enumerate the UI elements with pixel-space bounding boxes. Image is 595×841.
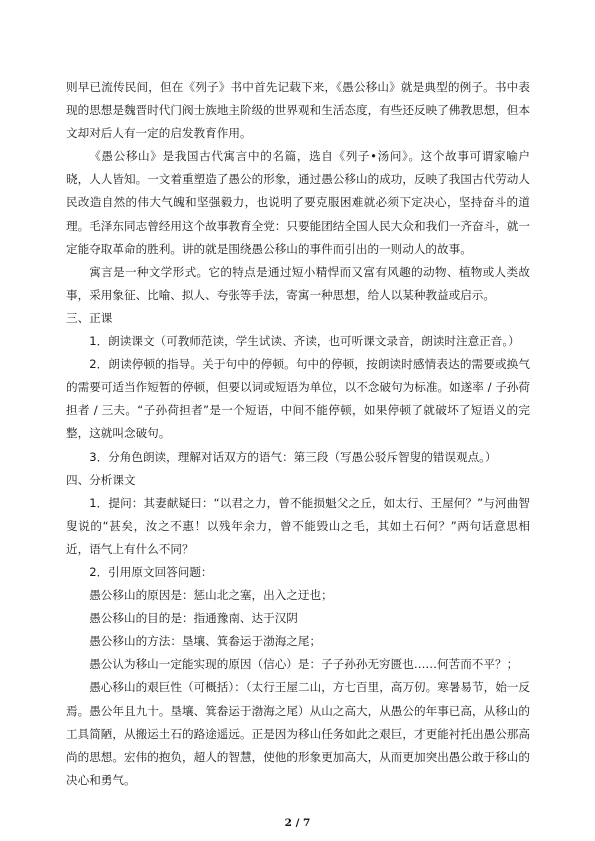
paragraph-fable-definition: 寓言是一种文学形式。它的特点是通过短小精悍而又富有风趣的动物、植物或人类故事，采用象征、比喻、拟人、夸张等手法，寄寓一种思想，给人以某种教益或启示。 (66, 264, 530, 302)
paragraph-continuation: 则早已流传民间，但在《列子》书中首先记载下来，《愚公移山》就是典型的例子。书中表现的思想是魏晋时代门阀士族地主阶级的世界观和生活态度，有些还反映了佛教思想，但本文却对后人有一定的启发教育作用。 (66, 80, 530, 141)
list-item-quote-answers: 2．引用原文回答问题： (89, 564, 213, 579)
section-heading-lesson: 三、正课 (66, 310, 113, 325)
paragraph-intro: 《愚公移山》是我国古代寓言中的名篇，选自《列子•汤问》。这个故事可谓家喻户晓，人人皆知。一文着重塑造了愚公的形象，通过愚公移山的成功，反映了我国古代劳动人民改造自然的伟大气魄和坚强毅力，也说明了要克服困难就必须下定决心，坚持奋斗的道理。毛泽东同志曾经用这个故事教育全党：只要能团结全国人民大众和我们一齐奋斗，就一定能夺取革命的胜利。讲的就是围绕愚公移山的事件而引出的一则动人的故事。 (66, 149, 530, 256)
list-item-role-reading: 3．分角色朗读，理解对话双方的语气：第三段（写愚公驳斥智叟的错误观点。） (89, 449, 497, 464)
answer-method: 愚公移山的方法：垦壤、箕畚运于渤海之尾； (89, 634, 322, 649)
page-number: 2 / 7 (284, 817, 311, 829)
document-body (66, 76, 530, 792)
list-item-reading: 1．朗读课文（可教师范读，学生试读、齐读，也可听课文录音，朗读时注意正音。） (89, 334, 520, 349)
answer-confidence: 愚公认为移山一定能实现的原因（信心）是：子子孙孙无穷匮也……何苦而不平？； (89, 657, 519, 672)
list-item-pause-guidance: 2．朗读停顿的指导。关于句中的停顿。句中的停顿，按朗读时感情表达的需要或换气的需要可适当作短暂的停顿，但要以词或短语为单位，以不念破句为标准。如遂率 / 子孙荷担者 / 三夫。“子孙荷担者”是一个短语，中间不能停顿，如果停顿了就破坏了短语义的完整，这就叫念破句。 (66, 357, 530, 441)
list-item-question: 1．提问：其妻献疑曰：“以君之力，曾不能损魁父之丘，如太行、王屋何？”与河曲智叟说的“甚矣，汝之不惠！以残年余力，曾不能毁山之毛，其如土石何？”两句话意思相近，语气上有什么不同？ (66, 495, 530, 556)
answer-purpose: 愚公移山的目的是：指通豫南、达于汉阴 (89, 611, 298, 626)
answer-difficulty: 愚心移山的艰巨性（可概括）：（太行王屋二山，方七百里，高万仞。寒暑易节，始一反焉。愚公年且九十。垦壤、箕畚运于渤海之尾）从山之高大，从愚公的年事已高，从移山的工具简陋，从搬运土石的路途遥远。正是因为移山任务如此之艰巨，才更能衬托出愚公那高尚的思想。宏伟的抱负，超人的智慧，使他的形象更加高大，从而更加突出愚公敢于移山的决心和勇气。 (66, 680, 530, 787)
section-heading-analysis: 四、分析课文 (66, 472, 136, 487)
answer-reason: 愚公移山的原因是：惩山北之塞，出入之迂也； (89, 588, 333, 603)
